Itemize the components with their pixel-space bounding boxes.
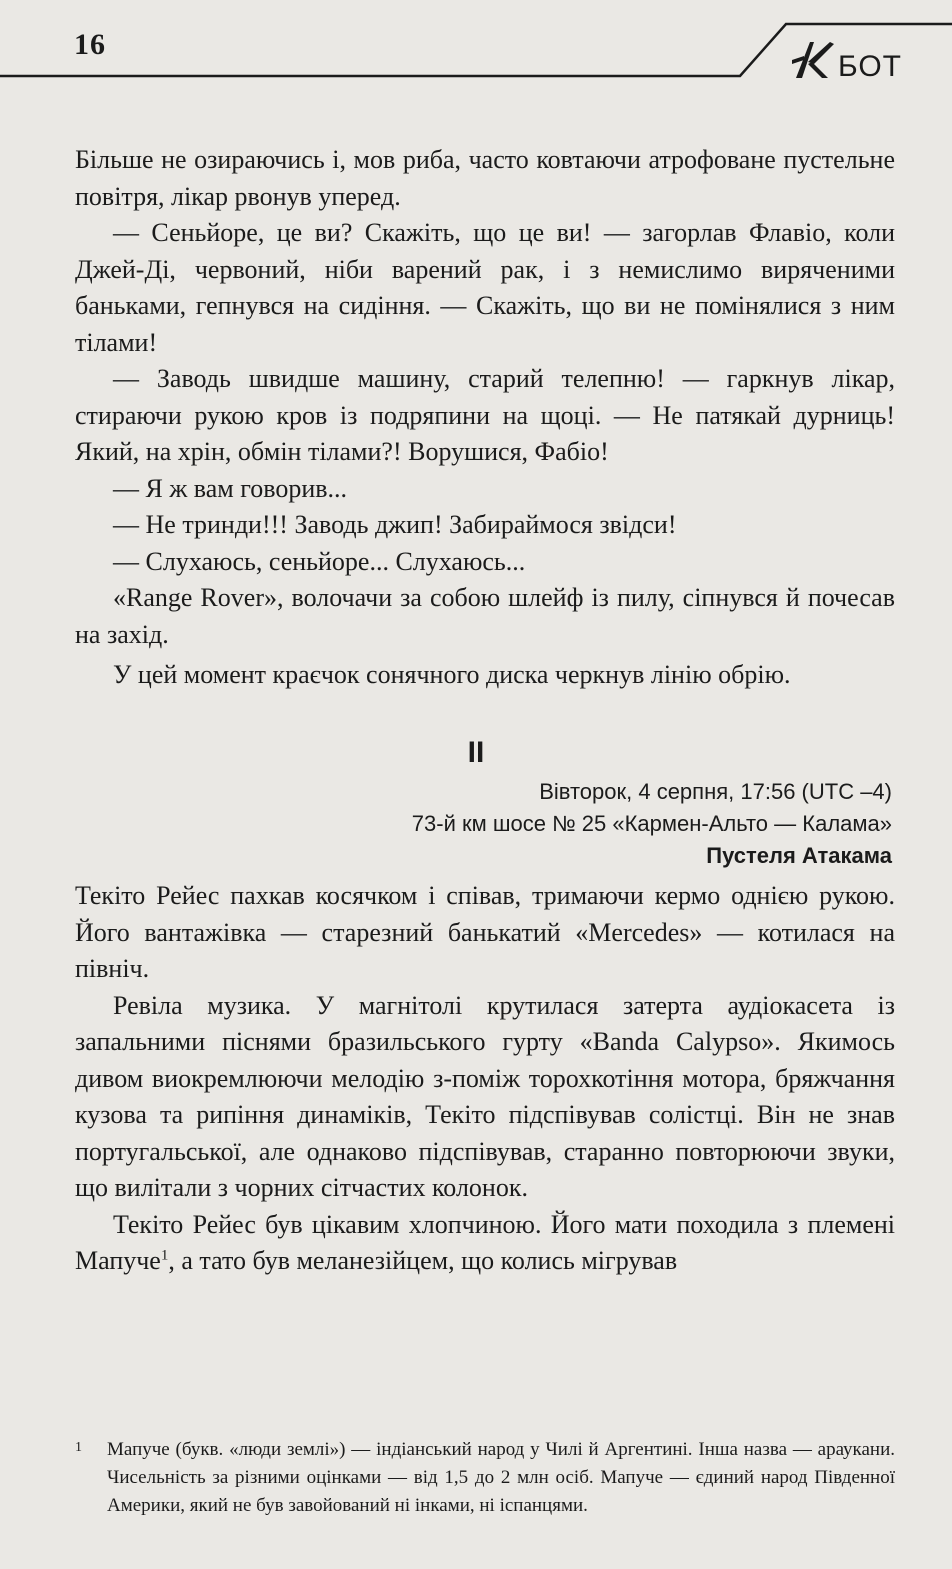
chapter-place: Пустеля Атакама — [706, 843, 892, 868]
paragraph: — Сеньйоре, це ви? Скажіть, що це ви! — загорлав Флавіо, коли Джей-Ді, червоний, ніби варений рак, і з немислимо виряченими баньками, гепнувся на сидіння. — Скажіть, що ви не помінялися з ним тілами! — [75, 218, 895, 357]
chapter-meta — [412, 776, 892, 872]
paragraph: — Заводь швидше машину, старий телепню! — гаркнув лікар, стираючи рукою кров із подряпини на щоці. — Не патякай дурниць! Який, на хрін, обмін тілами?! Ворушися, Фабіо! — [75, 364, 895, 466]
paragraph-text: , а тато був меланезійцем, що колись мігрував — [168, 1246, 678, 1275]
page-number: 16 — [74, 28, 106, 61]
chapter-road: 73-й км шосе № 25 «Кармен-Альто — Калама» — [411, 811, 892, 836]
body-text-upper — [75, 142, 895, 694]
paragraph: — Я ж вам говорив... — [113, 473, 348, 503]
paragraph: Текіто Рейес пахкав косячком і співав, тримаючи кермо однією рукою. Його вантажівка — старезний банькатий «Mercedes» — котилася на північ. — [75, 881, 895, 983]
paragraph: Більше не озираючись і, мов риба, часто ковтаючи атрофоване пустельне повітря, лікар рвонув уперед. — [75, 145, 895, 211]
paragraph-with-footnote — [75, 1207, 895, 1280]
paragraph: «Range Rover», волочачи за собою шлейф із пилу, сіпнувся й почесав на захід. — [75, 583, 895, 649]
book-title: БОТ — [838, 50, 903, 83]
chapter-number: II — [467, 736, 485, 769]
paragraph: — Слухаюсь, сеньйоре... Слухаюсь... — [113, 546, 526, 576]
paragraph: — Не тринди!!! Заводь джип! Забираймося звідси! — [113, 510, 677, 539]
paragraph-text: Текіто Рейес був цікавим хлопчиною. Його мати походила з племені Мапуче — [75, 1209, 895, 1275]
book-logo-icon — [790, 36, 836, 82]
footnote-text: Мапуче (букв. «люди землі») — індіанський народ у Чилі й Аргентині. Інша назва — араукани. Чисельність за різними оцінками — від 1,5 до 2 млн осіб. Мапуче — єдиний народ Південної Америки, який не був завойований ні інками, ні іспанцями. — [107, 1439, 895, 1516]
body-text-lower — [75, 878, 895, 1280]
paragraph: Ревіла музика. У магнітолі крутилася затерта аудіокасета із запальними піснями бразильського гурту «Banda Calypso». Якимось дивом виокремлюючи мелодію з-поміж торохкотіння мотора, бряжчання кузова та рипіння динаміків, Текіто підспівував солістці. Він не знав португальської, але однаково підспівував, старанно повторюючи звуки, що вилітали з чорних сітчастих колонок. — [75, 990, 895, 1202]
footnote-reference[interactable]: 1 — [160, 1247, 169, 1264]
running-header — [0, 0, 952, 90]
paragraph: У цей момент краєчок сонячного диска черкнув лінію обрію. — [113, 660, 791, 689]
chapter-datetime: Вівторок, 4 серпня, 17:56 (UTC –4) — [539, 779, 892, 804]
footnote-mark: 1 — [75, 1440, 82, 1455]
footnote — [75, 1436, 895, 1520]
